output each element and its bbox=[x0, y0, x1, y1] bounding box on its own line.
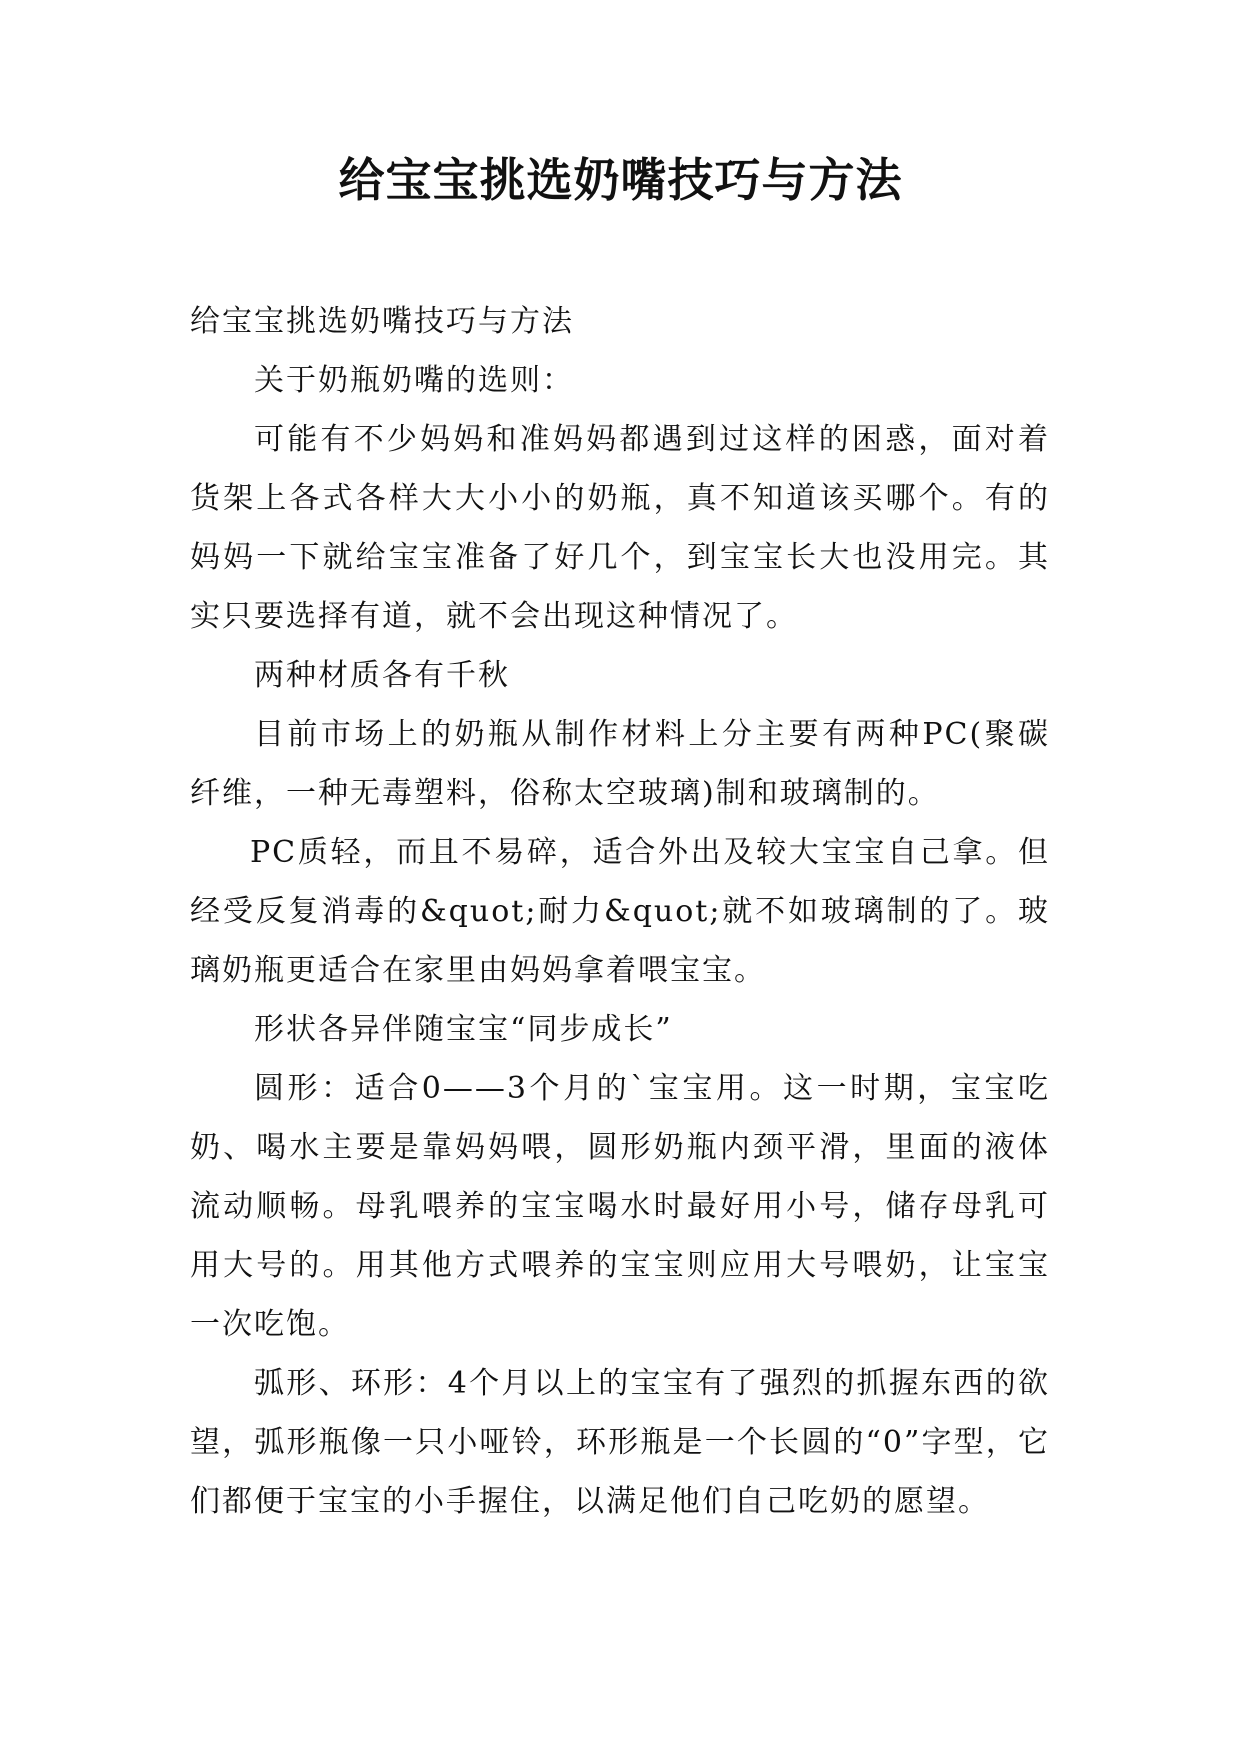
paragraph-subheading: 关于奶瓶奶嘴的选则： bbox=[254, 363, 574, 398]
document-title: 给宝宝挑选奶嘴技巧与方法 bbox=[338, 153, 903, 207]
paragraph-subheading: 形状各异伴随宝宝“同步成长” bbox=[254, 1012, 673, 1047]
paragraph-heading: 给宝宝挑选奶嘴技巧与方法 bbox=[190, 304, 574, 339]
paragraph: 目前市场上的奶瓶从制作材料上分主要有两种PC(聚碳纤维，一种无毒塑料，俗称太空玻璃)制和玻璃制的。 bbox=[190, 717, 1050, 811]
paragraph: 可能有不少妈妈和准妈妈都遇到过这样的困惑，面对着货架上各式各样大大小小的奶瓶，真不知道该买哪个。有的妈妈一下就给宝宝准备了好几个，到宝宝长大也没用完。其实只要选择有道，就不会出现这种情况了。 bbox=[190, 422, 1050, 634]
paragraph: 圆形：适合0——3个月的`宝宝用。这一时期，宝宝吃奶、喝水主要是靠妈妈喂，圆形奶瓶内颈平滑，里面的液体流动顺畅。母乳喂养的宝宝喝水时最好用小号，储存母乳可用大号的。用其他方式喂养的宝宝则应用大号喂奶，让宝宝一次吃饱。 bbox=[190, 1071, 1050, 1342]
paragraph: 弧形、环形：4个月以上的宝宝有了强烈的抓握东西的欲望，弧形瓶像一只小哑铃，环形瓶是一个长圆的“0”字型，它们都便于宝宝的小手握住，以满足他们自己吃奶的愿望。 bbox=[190, 1366, 1050, 1519]
paragraph-subheading: 两种材质各有千秋 bbox=[254, 658, 510, 693]
paragraph: PC质轻，而且不易碎，适合外出及较大宝宝自己拿。但经受反复消毒的&quot;耐力&quot;就不如玻璃制的了。玻璃奶瓶更适合在家里由妈妈拿着喂宝宝。 bbox=[190, 835, 1050, 988]
document-body bbox=[190, 292, 1050, 1531]
